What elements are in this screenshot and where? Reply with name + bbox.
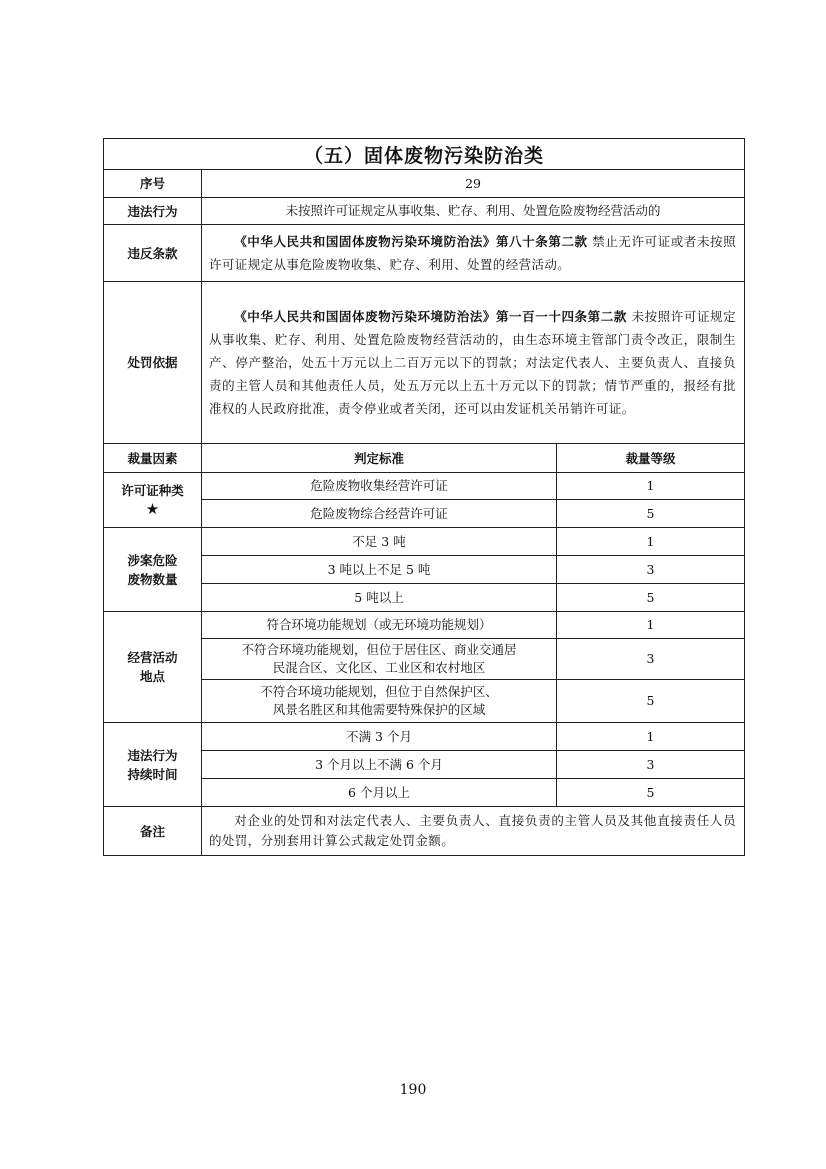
standard-cell xyxy=(202,639,557,680)
level-cell: 5 xyxy=(557,500,745,528)
level-cell: 3 xyxy=(557,556,745,584)
standard-line: 不符合环境功能规划，但位于居住区、商业交通居 xyxy=(241,642,517,657)
violated-clause-label: 违反条款 xyxy=(104,225,202,282)
standard-cell: 符合环境功能规划（或无环境功能规划） xyxy=(202,612,557,639)
level-cell: 5 xyxy=(557,680,745,723)
factor-waste-quantity xyxy=(104,528,202,612)
violated-clause-law-ref: 《中华人民共和国固体废物污染环境防治法》第八十条第二款 xyxy=(234,234,588,249)
page-number: 190 xyxy=(399,1082,427,1098)
standard-cell: 危险废物收集经营许可证 xyxy=(202,473,557,500)
standard-line: 民混合区、文化区、工业区和农村地区 xyxy=(272,660,486,675)
factor-label-line: 废物数量 xyxy=(127,571,178,587)
factor-label-line: 持续时间 xyxy=(127,766,178,782)
factor-violation-duration xyxy=(104,723,202,807)
standard-cell: 5 吨以上 xyxy=(202,584,557,612)
star-icon: ★ xyxy=(145,500,160,518)
level-cell: 5 xyxy=(557,584,745,612)
standard-cell: 3 吨以上不足 5 吨 xyxy=(202,556,557,584)
violated-clause-text: 禁止无许可证或者未按照许可证规定从事危险废物收集、贮存、利用、处置的经营活动。 xyxy=(209,234,737,272)
penalty-discretion-table xyxy=(103,138,745,856)
standard-cell: 危险废物综合经营许可证 xyxy=(202,500,557,528)
factor-label-line: 地点 xyxy=(139,669,165,684)
standard-cell xyxy=(202,680,557,723)
penalty-basis-law-ref: 《中华人民共和国固体废物污染环境防治法》第一百一十四条第二款 xyxy=(234,309,627,324)
standard-cell: 不足 3 吨 xyxy=(202,528,557,556)
factor-license-type-label: 许可证种类 xyxy=(121,483,184,498)
standard-line: 风景名胜区和其他需要特殊保护的区域 xyxy=(272,702,486,717)
level-cell: 1 xyxy=(557,723,745,751)
violation-label: 违法行为 xyxy=(104,198,202,225)
header-factor: 裁量因素 xyxy=(104,444,202,473)
level-cell: 1 xyxy=(557,528,745,556)
penalty-basis-text: 未按照许可证规定从事收集、贮存、利用、处置危险废物经营活动的，由生态环境主管部门责令改正，限制生产、停产整治，处五十万元以上二百万元以下的罚款；对法定代表人、主要负责人、直接负责的主管人员和其他责任人员，处五万元以上五十万元以下的罚款；情节严重的，报经有批准权的人民政府批准，责令停业或者关闭，还可以由发证机关吊销许可证。 xyxy=(209,309,737,416)
remarks-cell xyxy=(202,807,745,856)
standard-cell: 不满 3 个月 xyxy=(202,723,557,751)
header-level: 裁量等级 xyxy=(557,444,745,473)
header-standard: 判定标准 xyxy=(202,444,557,473)
remarks-label: 备注 xyxy=(104,807,202,856)
violation-value: 未按照许可证规定从事收集、贮存、利用、处置危险废物经营活动的 xyxy=(202,198,745,225)
factor-label-line: 涉案危险 xyxy=(127,552,178,568)
standard-cell: 6 个月以上 xyxy=(202,779,557,807)
level-cell: 1 xyxy=(557,612,745,639)
violated-clause-cell xyxy=(202,225,745,282)
serial-label: 序号 xyxy=(104,170,202,198)
factor-label-line: 违法行为 xyxy=(127,747,178,763)
factor-business-location xyxy=(104,612,202,723)
level-cell: 3 xyxy=(557,639,745,680)
penalty-basis-label: 处罚依据 xyxy=(104,282,202,444)
remarks-text: 对企业的处罚和对法定代表人、主要负责人、直接负责的主管人员及其他直接责任人员的处罚，分别套用计算公式裁定处罚金额。 xyxy=(209,813,737,848)
level-cell: 5 xyxy=(557,779,745,807)
factor-label-line: 经营活动 xyxy=(127,650,178,665)
level-cell: 3 xyxy=(557,751,745,779)
level-cell: 1 xyxy=(557,473,745,500)
serial-value: 29 xyxy=(202,170,745,198)
penalty-basis-cell xyxy=(202,282,745,444)
section-title: （五）固体废物污染防治类 xyxy=(104,139,745,170)
standard-cell: 3 个月以上不满 6 个月 xyxy=(202,751,557,779)
standard-line: 不符合环境功能规划，但位于自然保护区、 xyxy=(260,684,498,699)
factor-license-type xyxy=(104,473,202,528)
